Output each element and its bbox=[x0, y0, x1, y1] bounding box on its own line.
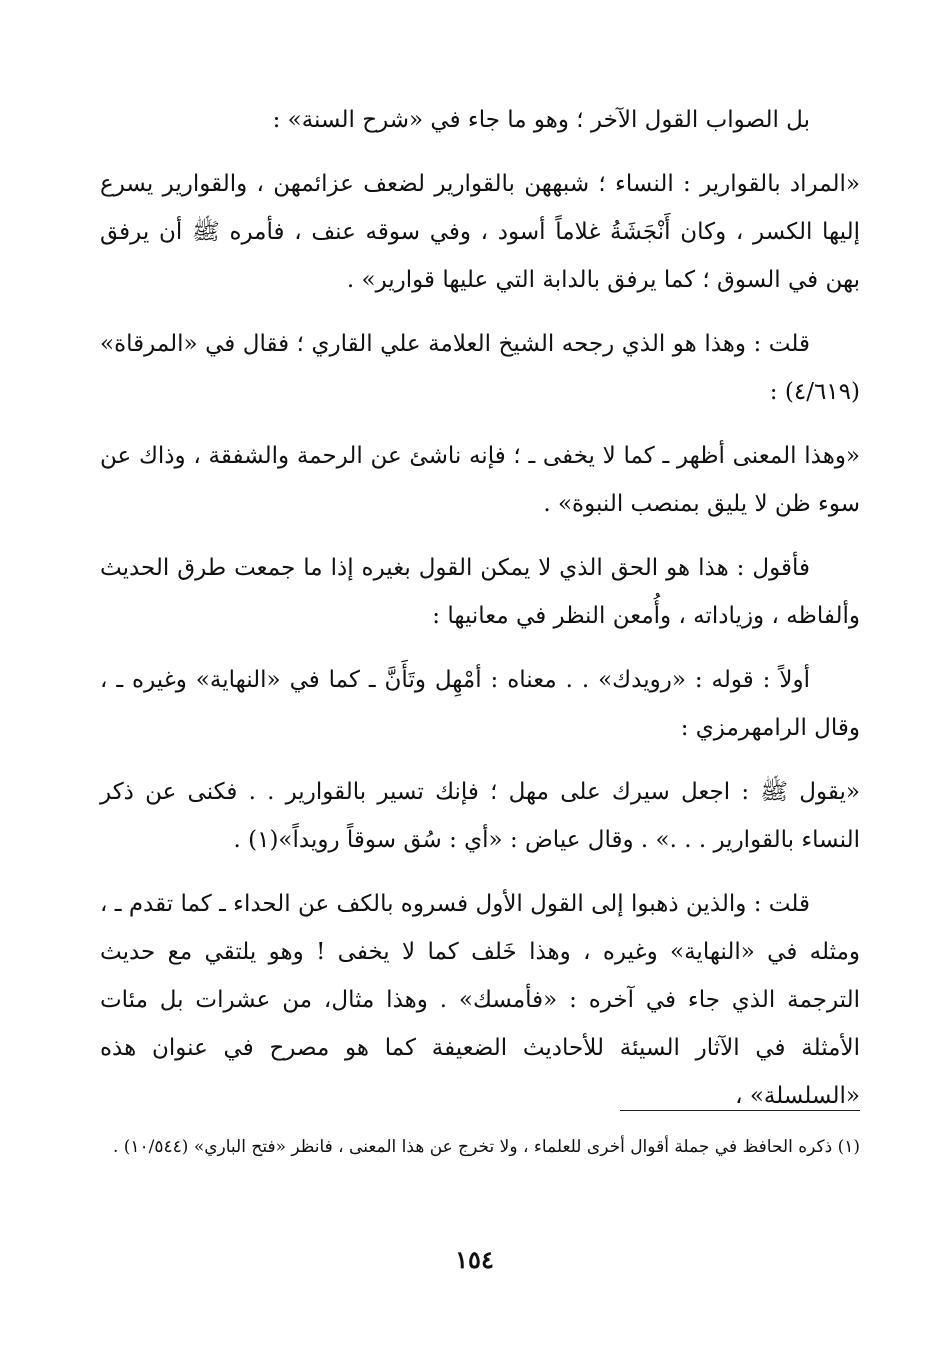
footnote-divider bbox=[620, 1110, 860, 1111]
quote-ramahurmuzi: «يقول ﷺ : اجعل سيرك على مهل ؛ فإنك تسير بالقوارير . . فكنى عن ذكر النساء بالقوارير . . .» . وقال عياض : «أي : سُق سوقاً رويداً»(١) . bbox=[100, 779, 860, 853]
paragraph-1: بل الصواب القول الآخر ؛ وهو ما جاء في «شرح السنة» : bbox=[272, 107, 810, 133]
quote-al-mirqat: «وهذا المعنى أظهر ـ كما لا يخفى ـ ؛ فإنه ناشئ عن الرحمة والشفقة ، وذاك عن سوء ظن لا يليق بمنصب النبوة» . bbox=[100, 443, 860, 517]
page-number: ١٥٤ bbox=[455, 1245, 494, 1274]
quote-sharh-al-sunnah: «المراد بالقوارير : النساء ؛ شبههن بالقوارير لضعف عزائمهن ، والقوارير يسرع إليها الكسر ، وكان أَنْجَشَةُ غلاماً أسود ، وفي سوقه عنف ، فأمره ﷺ أن يرفق بهن في السوق ؛ كما يرفق بالدابة التي عليها قوارير» . bbox=[100, 171, 860, 293]
footnote: (١) ذكره الحافظ في جملة أقوال أخرى للعلماء ، ولا تخرج عن هذا المعنى ، فانظر «فتح الباري» (١٠/٥٤٤) . bbox=[112, 1137, 860, 1157]
paragraph-5: قلت : والذين ذهبوا إلى القول الأول فسروه بالكف عن الحداء ـ كما تقدم ـ ، ومثله في «النهاية» وغيره ، وهذا خَلف كما لا يخفى ! وهو يلتقي مع حديث الترجمة الذي جاء في آخره : «فأمسك» . وهذا مثال، من عشرات بل مئات الأمثلة في الآثار السيئة للأحاديث الضعيفة كما هو مصرح في عنوان هذه «السلسلة» ، bbox=[100, 891, 860, 1109]
paragraph-2: قلت : وهذا هو الذي رجحه الشيخ العلامة علي القاري ؛ فقال في «المرقاة» (٤/٦١٩) : bbox=[100, 331, 860, 405]
main-text bbox=[100, 96, 860, 1120]
paragraph-3: فأقول : هذا هو الحق الذي لا يمكن القول بغيره إذا ما جمعت طرق الحديث وألفاظه ، وزياداته ، وأُمعن النظر في معانيها : bbox=[100, 555, 860, 629]
paragraph-4: أولاً : قوله : «رويدك» . . معناه : أمْهِل وتَأَنَّ ـ كما في «النهاية» وغيره ـ ، وقال الرامهرمزي : bbox=[100, 667, 860, 741]
